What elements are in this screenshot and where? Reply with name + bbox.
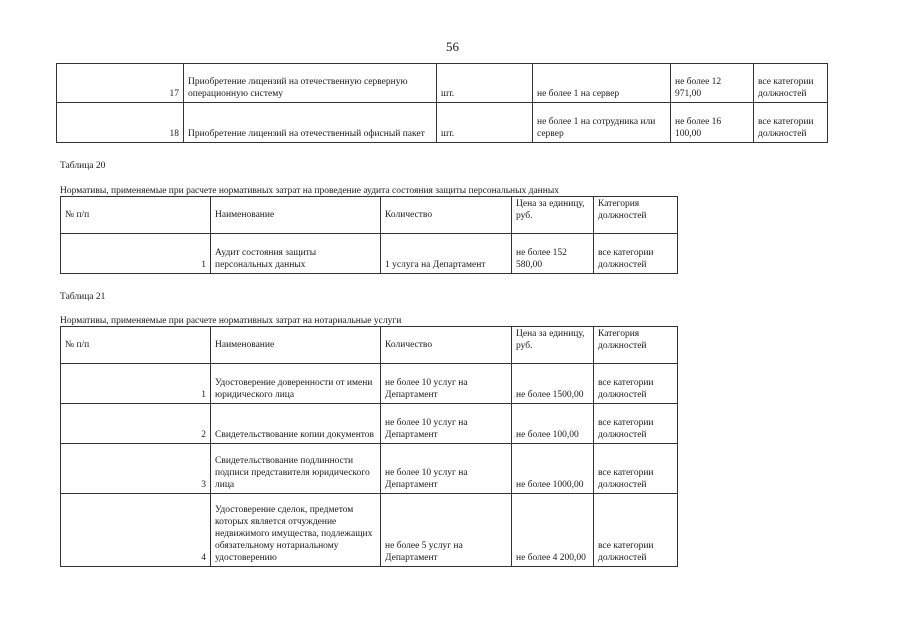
table-row — [61, 364, 678, 404]
table-21-label: Таблица 21 — [60, 292, 106, 302]
price: не более 4 200,00 — [512, 494, 594, 567]
header-quantity: Количество — [381, 327, 512, 364]
price: не более 12 971,00 — [671, 64, 754, 103]
header-category: Категория должностей — [594, 327, 678, 364]
item-name: Приобретение лицензий на отечественную серверную операционную систему — [184, 64, 437, 103]
table-row — [61, 404, 678, 444]
header-name: Наименование — [211, 327, 381, 364]
table-21 — [60, 326, 678, 567]
table-row — [61, 444, 678, 494]
unit: шт. — [437, 103, 533, 143]
row-number: 2 — [61, 404, 211, 444]
row-number: 3 — [61, 444, 211, 494]
table-20-title: Нормативы, применяемые при расчете нормативных затрат на проведение аудита состояния защиты персональных данных — [60, 186, 559, 196]
quantity: 1 услуга на Департамент — [381, 234, 512, 274]
item-name: Аудит состояния защиты персональных данных — [211, 234, 381, 274]
item-name: Свидетельствование копии документов — [211, 404, 381, 444]
header-price: Цена за единицу, руб. — [512, 197, 594, 234]
table-row — [61, 234, 678, 274]
quantity: не более 5 услуг на Департамент — [381, 494, 512, 567]
table-21-title: Нормативы, применяемые при расчете нормативных затрат на нотариальные услуги — [60, 316, 402, 326]
price: не более 1500,00 — [512, 364, 594, 404]
header-price: Цена за единицу, руб. — [512, 327, 594, 364]
category: все категории должностей — [594, 494, 678, 567]
price: не более 16 100,00 — [671, 103, 754, 143]
table-row — [57, 64, 828, 103]
table-20-label: Таблица 20 — [60, 161, 106, 171]
header-category: Категория должностей — [594, 197, 678, 234]
category: все категории должностей — [754, 64, 828, 103]
item-name: Удостоверение сделок, предметом которых является отчуждение недвижимого имущества, подлежащих обязательному нотариальному удостоверению — [211, 494, 381, 567]
quantity: не более 1 на сервер — [533, 64, 671, 103]
item-name: Свидетельствование подлинности подписи представителя юридического лица — [211, 444, 381, 494]
category: все категории должностей — [594, 234, 678, 274]
item-name: Приобретение лицензий на отечественный офисный пакет — [184, 103, 437, 143]
table-20 — [60, 196, 678, 274]
quantity: не более 1 на сотрудника или сервер — [533, 103, 671, 143]
table-row — [61, 494, 678, 567]
price: не более 152 580,00 — [512, 234, 594, 274]
row-number: 17 — [57, 64, 184, 103]
price: не более 1000,00 — [512, 444, 594, 494]
category: все категории должностей — [594, 364, 678, 404]
row-number: 4 — [61, 494, 211, 567]
header-number: № п/п — [61, 327, 211, 364]
quantity: не более 10 услуг на Департамент — [381, 404, 512, 444]
page-number: 56 — [446, 39, 459, 54]
item-name: Удостоверение доверенности от имени юридического лица — [211, 364, 381, 404]
row-number: 1 — [61, 364, 211, 404]
header-number: № п/п — [61, 197, 211, 234]
quantity: не более 10 услуг на Департамент — [381, 444, 512, 494]
price: не более 100,00 — [512, 404, 594, 444]
quantity: не более 10 услуг на Департамент — [381, 364, 512, 404]
table-header-row — [61, 327, 678, 364]
header-name: Наименование — [211, 197, 381, 234]
row-number: 1 — [61, 234, 211, 274]
table-header-row — [61, 197, 678, 234]
category: все категории должностей — [594, 404, 678, 444]
row-number: 18 — [57, 103, 184, 143]
table-row — [57, 103, 828, 143]
category: все категории должностей — [754, 103, 828, 143]
unit: шт. — [437, 64, 533, 103]
category: все категории должностей — [594, 444, 678, 494]
licenses-table — [56, 63, 828, 143]
header-quantity: Количество — [381, 197, 512, 234]
